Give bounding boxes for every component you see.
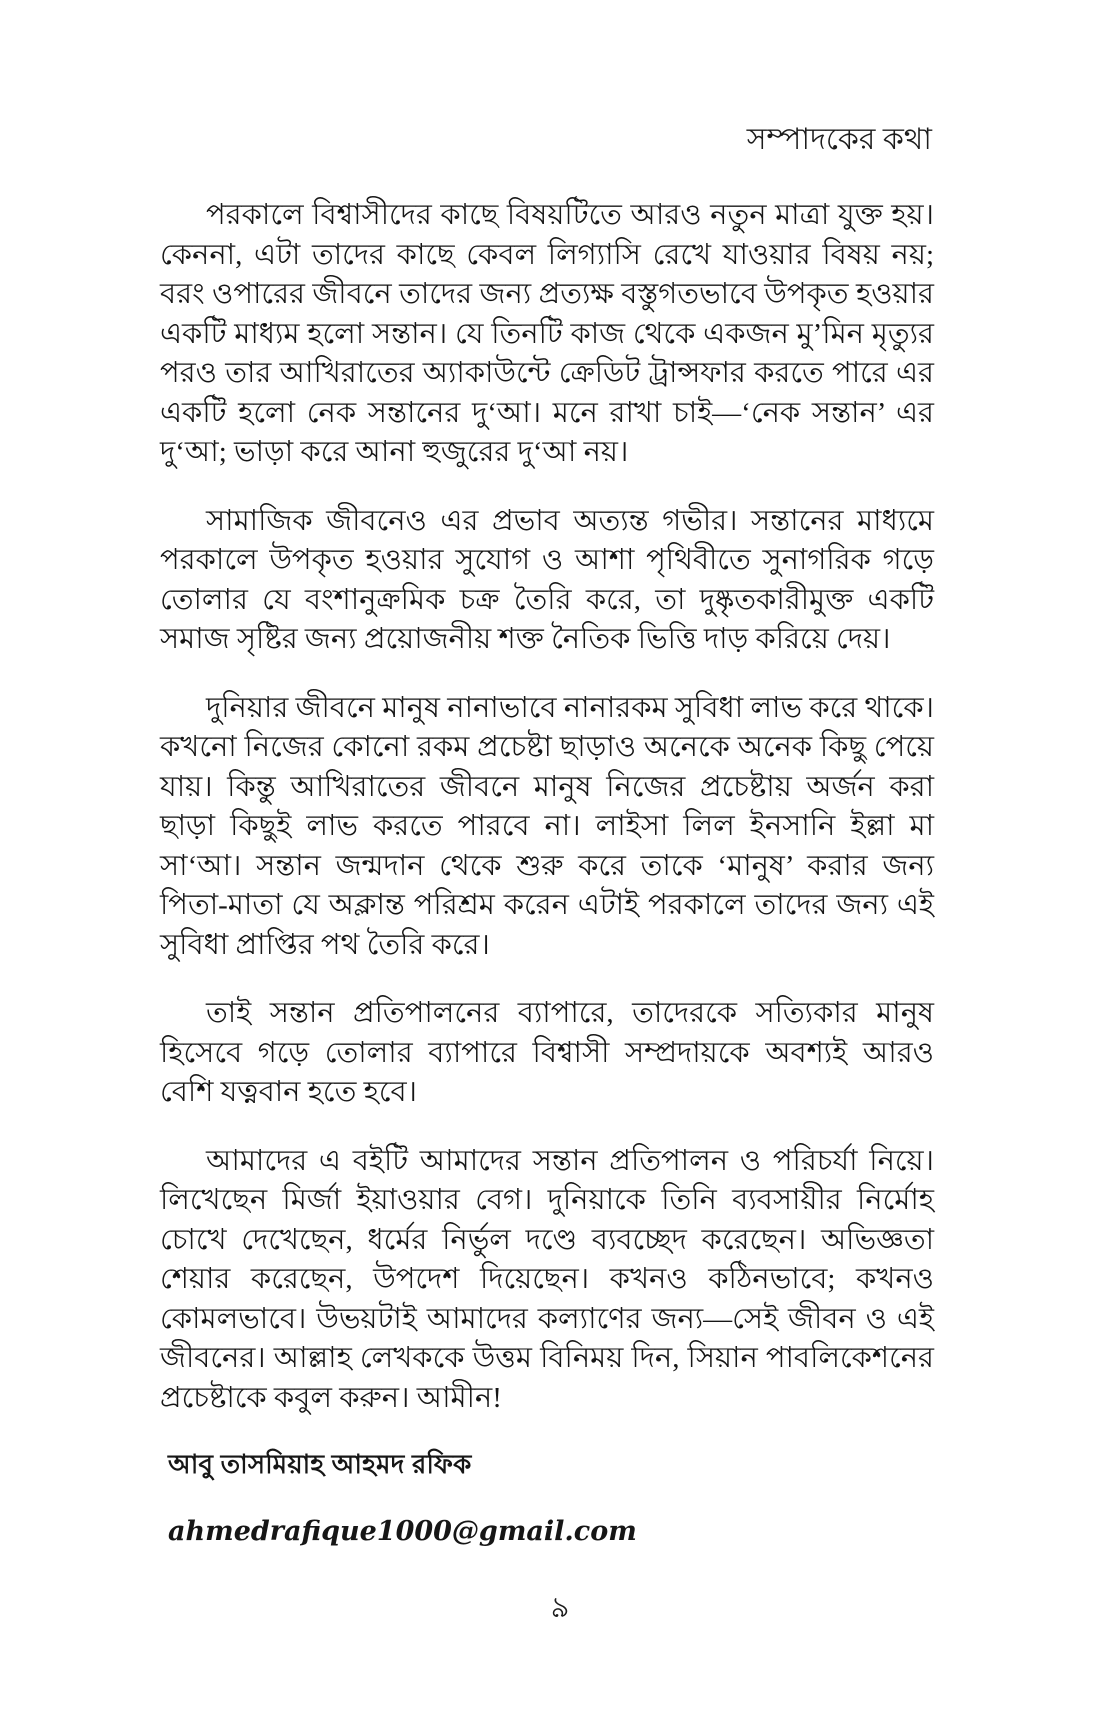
running-header bbox=[160, 120, 932, 160]
paragraph: দুনিয়ার জীবনে মানুষ নানাভাবে নানারকম সুবিধা লাভ করে থাকে। কখনো নিজের কোনো রকম প্রচেষ্টা ছাড়াও অনেকে অনেক কিছু পেয়ে যায়। কিন্তু আখিরাতের জীবনে মানুষ নিজের প্রচেষ্টায় অর্জন করা ছাড়া কিছুই লাভ করতে পারবে না। লাইসা লিল ইনসানি ইল্লা মা সা‘আ। সন্তান জন্মদান থেকে শুরু করে তাকে ‘মানুষ’ করার জন্য পিতা-মাতা যে অক্লান্ত পরিশ্রম করেন এটাই পরকালে তাদের জন্য এই সুবিধা প্রাপ্তির পথ তৈরি করে। bbox=[160, 691, 934, 961]
page-number: ৯ bbox=[550, 1592, 570, 1624]
paragraph: পরকালে বিশ্বাসীদের কাছে বিষয়টিতে আরও নতুন মাত্রা যুক্ত হয়। কেননা, এটা তাদের কাছে কেবল লিগ্যাসি রেখে যাওয়ার বিষয় নয়; বরং ওপারের জীবনে তাদের জন্য প্রত্যক্ষ বস্তুগতভাবে উপকৃত হওয়ার একটি মাধ্যম হলো সন্তান। যে তিনটি কাজ থেকে একজন মু’মিন মৃত্যুর পরও তার আখিরাতের অ্যাকাউন্টে ক্রেডিট ট্রান্সফার করতে পারে এর একটি হলো নেক সন্তানের দু‘আ। মনে রাখা চাই—‘নেক সন্তান’ এর দু‘আ; ভাড়া করে আনা হুজুরের দু‘আ নয়। bbox=[160, 199, 934, 468]
paragraph: সামাজিক জীবনেও এর প্রভাব অত্যন্ত গভীর। সন্তানের মাধ্যমে পরকালে উপকৃত হওয়ার সুযোগ ও আশা পৃথিবীতে সুনাগরিক গড়ে তোলার যে বংশানুক্রমিক চক্র তৈরি করে, তা দুষ্কৃতকারীমুক্ত একটি সমাজ সৃষ্টির জন্য প্রয়োজনীয় শক্ত নৈতিক ভিত্তি দাড় করিয়ে দেয়। bbox=[160, 504, 934, 655]
editor-email: ahmedrafique1000@gmail.com bbox=[168, 1516, 637, 1547]
paragraph: তাই সন্তান প্রতিপালনের ব্যাপারে, তাদেরকে সত্যিকার মানুষ হিসেবে গড়ে তোলার ব্যাপারে বিশ্বাসী সম্প্রদায়কে অবশ্যই আরও বেশি যত্নবান হতে হবে। bbox=[160, 997, 934, 1108]
editor-signature: আবু তাসমিয়াহ আহমদ রফিক bbox=[168, 1449, 472, 1479]
chapter-title: সম্পাদকের কথা bbox=[746, 123, 932, 156]
paragraph: আমাদের এ বইটি আমাদের সন্তান প্রতিপালন ও পরিচর্যা নিয়ে। লিখেছেন মির্জা ইয়াওয়ার বেগ। দুনিয়াকে তিনি ব্যবসায়ীর নির্মোহ চোখে দেখেছেন, ধর্মের নির্ভুল দণ্ডে ব্যবচ্ছেদ করেছেন। অভিজ্ঞতা শেয়ার করেছেন, উপদেশ দিয়েছেন। কখনও কঠিনভাবে; কখনও কোমলভাবে। উভয়টাই আমাদের কল্যাণের জন্য—সেই জীবন ও এই জীবনের। আল্লাহ লেখককে উত্তম বিনিময় দিন, সিয়ান পাবলিকেশনের প্রচেষ্টাকে কবুল করুন। আমীন! bbox=[160, 1144, 934, 1414]
body-text bbox=[160, 196, 934, 1549]
